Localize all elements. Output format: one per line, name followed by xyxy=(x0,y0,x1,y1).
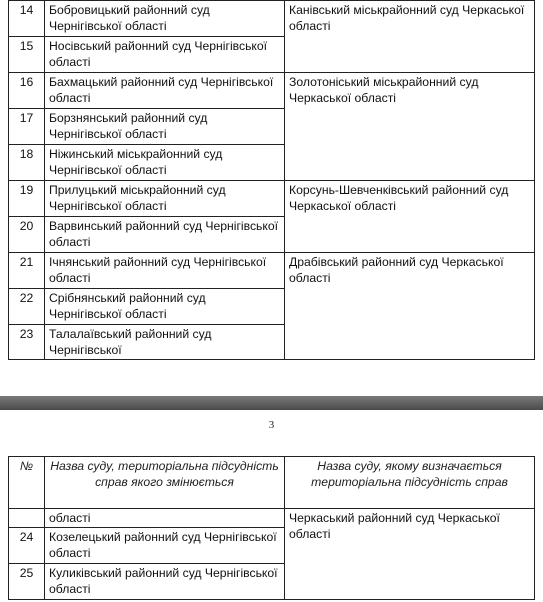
row-number: 24 xyxy=(9,528,45,564)
row-number: 18 xyxy=(9,145,45,181)
header-number: № xyxy=(9,457,45,509)
row-number: 14 xyxy=(9,1,45,37)
header-court-assigned: Назва суду, якому визначається територіальна підсудність справ xyxy=(285,457,535,509)
page-number: 3 xyxy=(268,419,275,431)
court-name: Прилуцький міськрайонний суд Чернігівської області xyxy=(45,181,285,217)
target-court: Золотоніський міськрайонний суд Черкаської області xyxy=(285,73,535,181)
row-number: 17 xyxy=(9,109,45,145)
table-row xyxy=(9,253,535,289)
row-number: 25 xyxy=(9,564,45,600)
court-name-continuation: області xyxy=(45,509,285,528)
court-name: Бахмацький районний суд Чернігівської області xyxy=(45,73,285,109)
court-name: Козелецький районний суд Чернігівської області xyxy=(45,528,285,564)
target-court: Канівський міськрайонний суд Черкаської області xyxy=(285,1,535,73)
court-name: Куликівський районний суд Чернігівської області xyxy=(45,564,285,600)
table-row xyxy=(9,1,535,37)
table-header-row xyxy=(9,457,535,509)
row-number: 16 xyxy=(9,73,45,109)
court-name: Ічнянський районний суд Чернігівської області xyxy=(45,253,285,289)
courts-table-continued xyxy=(8,456,535,600)
row-number: 22 xyxy=(9,289,45,325)
court-name: Борзнянський районний суд Чернігівської області xyxy=(45,109,285,145)
page-separator xyxy=(0,396,543,410)
court-name: Ніжинський міськрайонний суд Чернігівської області xyxy=(45,145,285,181)
row-number: 19 xyxy=(9,181,45,217)
table-row xyxy=(9,73,535,109)
courts-table-top xyxy=(8,0,535,360)
header-court-changed: Назва суду, територіальна підсудність справ якого змінюється xyxy=(45,457,285,509)
row-number: 23 xyxy=(9,325,45,360)
row-number: 15 xyxy=(9,37,45,73)
target-court: Корсунь-Шевченківський районний суд Черкаської області xyxy=(285,181,535,253)
row-number: 20 xyxy=(9,217,45,253)
court-name: Варвинський районний суд Чернігівської області xyxy=(45,217,285,253)
target-court: Драбівський районний суд Черкаської області xyxy=(285,253,535,360)
target-court: Черкаський районний суд Черкаської області xyxy=(285,509,535,600)
table-row xyxy=(9,509,535,528)
court-name: Носівський районний суд Чернігівської області xyxy=(45,37,285,73)
court-name: Срібнянський районний суд Чернігівської області xyxy=(45,289,285,325)
row-number xyxy=(9,509,45,528)
court-name: Талалаївський районний суд Чернігівської xyxy=(45,325,285,360)
court-name: Бобровицький районний суд Чернігівської області xyxy=(45,1,285,37)
row-number: 21 xyxy=(9,253,45,289)
table-row xyxy=(9,181,535,217)
